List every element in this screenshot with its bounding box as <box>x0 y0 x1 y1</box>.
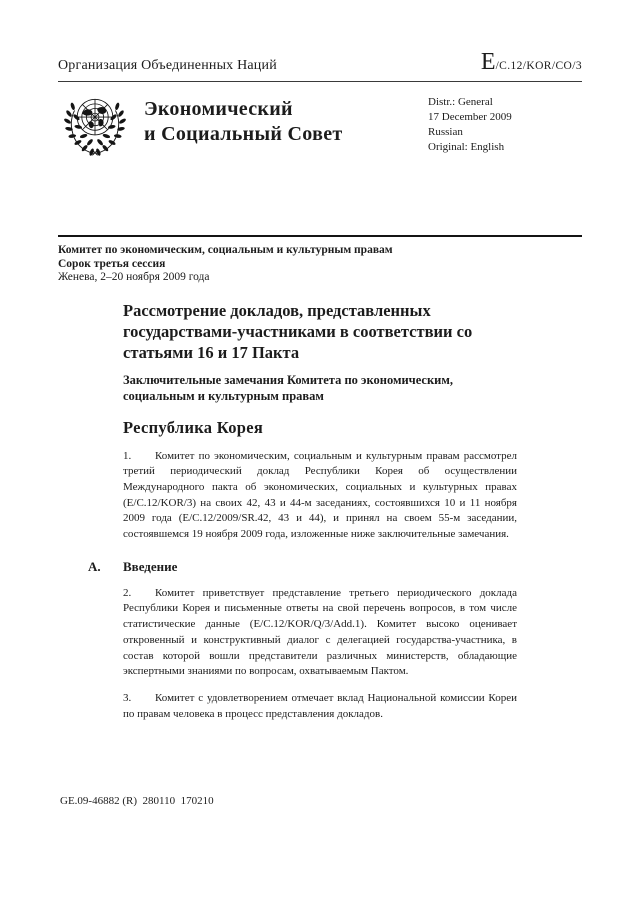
distribution-block <box>428 92 582 159</box>
doc-symbol <box>481 50 582 74</box>
distr-type: Distr.: General <box>428 96 493 108</box>
doc-symbol-number: /C.12/KOR/CO/3 <box>495 60 582 72</box>
distr-original: Original: English <box>428 141 505 153</box>
council-title <box>144 92 343 159</box>
paragraph-1 <box>123 449 517 543</box>
country-heading: Республика Корея <box>123 417 264 437</box>
paragraph-2-number: 2. <box>123 586 132 599</box>
doc-symbol-series: E <box>480 49 496 75</box>
distr-date: 17 December 2009 <box>428 111 512 123</box>
paragraph-3-text: Комитет с удовлетворением отмечает вклад Национальной комиссии Кореи по правам человека в процесс представления докладов. <box>123 691 517 720</box>
section-a-heading <box>88 559 582 575</box>
committee-block <box>58 244 582 285</box>
council-title-line2: и Социальный Совет <box>144 123 343 145</box>
paragraph-1-number: 1. <box>123 449 132 462</box>
org-name: Организация Объединенных Наций <box>58 58 277 73</box>
section-a-title: Введение <box>123 558 178 574</box>
paragraph-3 <box>123 691 517 722</box>
committee-name: Комитет по экономическим, социальным и культурным правам <box>58 244 393 256</box>
committee-session: Сорок третья сессия <box>58 257 166 270</box>
main-title: Рассмотрение докладов, представленных государствами-участниками в соответствии со статьями 16 и 17 Пакта <box>123 300 473 362</box>
distr-language: Russian <box>428 126 463 138</box>
un-emblem-icon <box>62 92 128 158</box>
separator-rule <box>58 235 582 237</box>
banner <box>58 92 582 159</box>
council-title-line1: Экономический <box>144 98 293 120</box>
footer-document-id: GE.09-46882 (R) 280110 170210 <box>60 795 214 807</box>
committee-location-date: Женева, 2–20 ноября 2009 года <box>58 271 210 283</box>
section-a-letter: A. <box>88 558 101 574</box>
masthead <box>58 50 582 82</box>
paragraph-3-number: 3. <box>123 691 132 704</box>
paragraph-1-text: Комитет по экономическим, социальным и культурным правам рассмотрел третий периодический доклад Республики Корея об осуществлении Международного пакта об экономических, социальных и культурных правах (E/C.12/KOR/3) на своих 42, 43 и 44-м заседаниях, состоявшихся 10 и 11 ноября 2009 года (E/C.12/2009/SR.42, 43 и 44), и принял на своем 55-м заседании, состоявшемся 19 ноября 2009 года, изложенные ниже заключительные замечания. <box>123 449 517 541</box>
paragraph-2-text: Комитет приветствует представление третьего периодического доклада Республики Корея и письменные ответы на свой перечень вопросов, в том числе статистические данные (E/C.12/KOR/Q/3/Add.1). Комитет высоко оценивает откровенный и конструктивный диалог с делегацией государства-участника, в состав которой вошли представители различных министерств, обладающие экспертными знаниями по вопросам, охватываемым Пактом. <box>123 586 517 678</box>
subtitle: Заключительные замечания Комитета по экономическим, социальным и культурным правам <box>123 372 454 403</box>
paragraph-2 <box>123 586 517 680</box>
